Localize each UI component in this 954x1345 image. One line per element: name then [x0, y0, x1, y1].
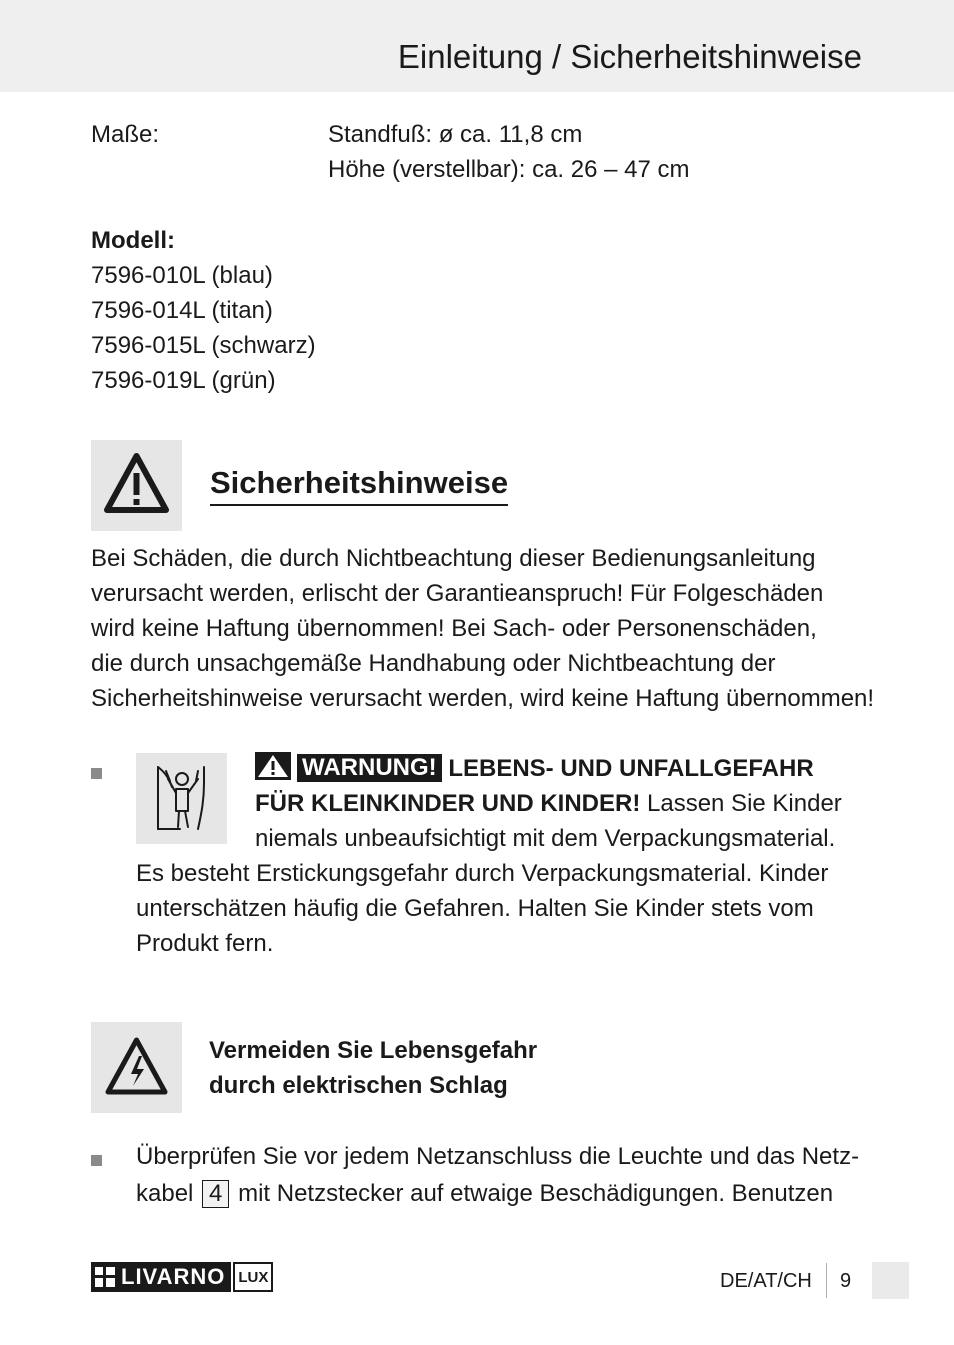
brand-mark-icon: [95, 1267, 115, 1287]
safety-intro-line: Sicherheitshinweise verursacht werden, wird keine Haftung übernommen!: [91, 685, 875, 712]
bullet: [91, 768, 102, 779]
electric-heading-2: durch elektrischen Schlag: [209, 1072, 508, 1099]
model-item: 7596-019L (grün): [91, 367, 276, 394]
warning-line: unterschätzen häufig die Gefahren. Halten Sie Kinder stets vom: [136, 895, 814, 922]
footer-divider: [826, 1263, 827, 1298]
part-reference-box: 4: [202, 1180, 229, 1208]
footer-box: [872, 1262, 909, 1299]
safety-intro-line: Bei Schäden, die durch Nichtbeachtung dieser Bedienungsanleitung: [91, 545, 816, 572]
electric-line-1: Überprüfen Sie vor jedem Netzanschluss die Leuchte und das Netz-: [136, 1143, 860, 1170]
electric-line-2-a: kabel: [136, 1180, 194, 1207]
brand-logo: [91, 1262, 273, 1292]
model-item: 7596-015L (schwarz): [91, 332, 316, 359]
warning-title-line-2: [255, 786, 842, 821]
dimensions-label: Maße:: [91, 121, 160, 148]
warning-triangle-icon: [91, 440, 182, 531]
safety-intro-line: verursacht werden, erlischt der Garantieanspruch! Für Folgeschäden: [91, 580, 824, 607]
footer-language: DE/AT/CH: [720, 1270, 812, 1292]
page-title: Einleitung / Sicherheitshinweise: [397, 38, 862, 75]
brand-logo-main: [91, 1262, 231, 1292]
warning-line-1-rest: Lassen Sie Kinder: [647, 790, 842, 817]
electric-heading-1: Vermeiden Sie Lebensgefahr: [209, 1037, 538, 1064]
safety-intro-line: die durch unsachgemäße Handhabung oder Nichtbeachtung der: [91, 650, 776, 677]
bullet: [91, 1155, 102, 1166]
safety-heading: Sicherheitshinweise: [210, 464, 508, 506]
warning-title-2: FÜR KLEINKINDER UND KINDER!: [255, 790, 641, 817]
brand-suffix: LUX: [233, 1262, 273, 1292]
warning-title-line-1: [255, 751, 814, 786]
warning-title-1: LEBENS- UND UNFALLGEFAHR: [448, 755, 814, 782]
electric-line-2-b: mit Netzstecker auf etwaige Beschädigungen. Benutzen: [238, 1180, 834, 1207]
electric-line-2: [136, 1176, 833, 1211]
brand-name: LIVARNO: [121, 1264, 226, 1289]
warning-line: Es besteht Erstickungsgefahr durch Verpackungsmaterial. Kinder: [136, 860, 829, 887]
safety-intro-line: wird keine Haftung übernommen! Bei Sach- oder Personenschäden,: [91, 615, 817, 642]
dimensions-height: Höhe (verstellbar): ca. 26 – 47 cm: [328, 156, 690, 183]
warning-line: Produkt fern.: [136, 930, 274, 957]
model-item: 7596-010L (blau): [91, 262, 273, 289]
model-item: 7596-014L (titan): [91, 297, 273, 324]
small-warning-triangle-icon: [255, 752, 291, 780]
electric-shock-icon: [91, 1022, 182, 1113]
dimensions-base: Standfuß: ø ca. 11,8 cm: [328, 121, 583, 148]
warning-line: niemals unbeaufsichtigt mit dem Verpackungsmaterial.: [255, 825, 836, 852]
warning-badge: WARNUNG!: [297, 754, 442, 782]
page-number: 9: [840, 1270, 852, 1292]
child-hazard-icon: [136, 753, 227, 844]
model-heading: Modell:: [91, 227, 175, 254]
